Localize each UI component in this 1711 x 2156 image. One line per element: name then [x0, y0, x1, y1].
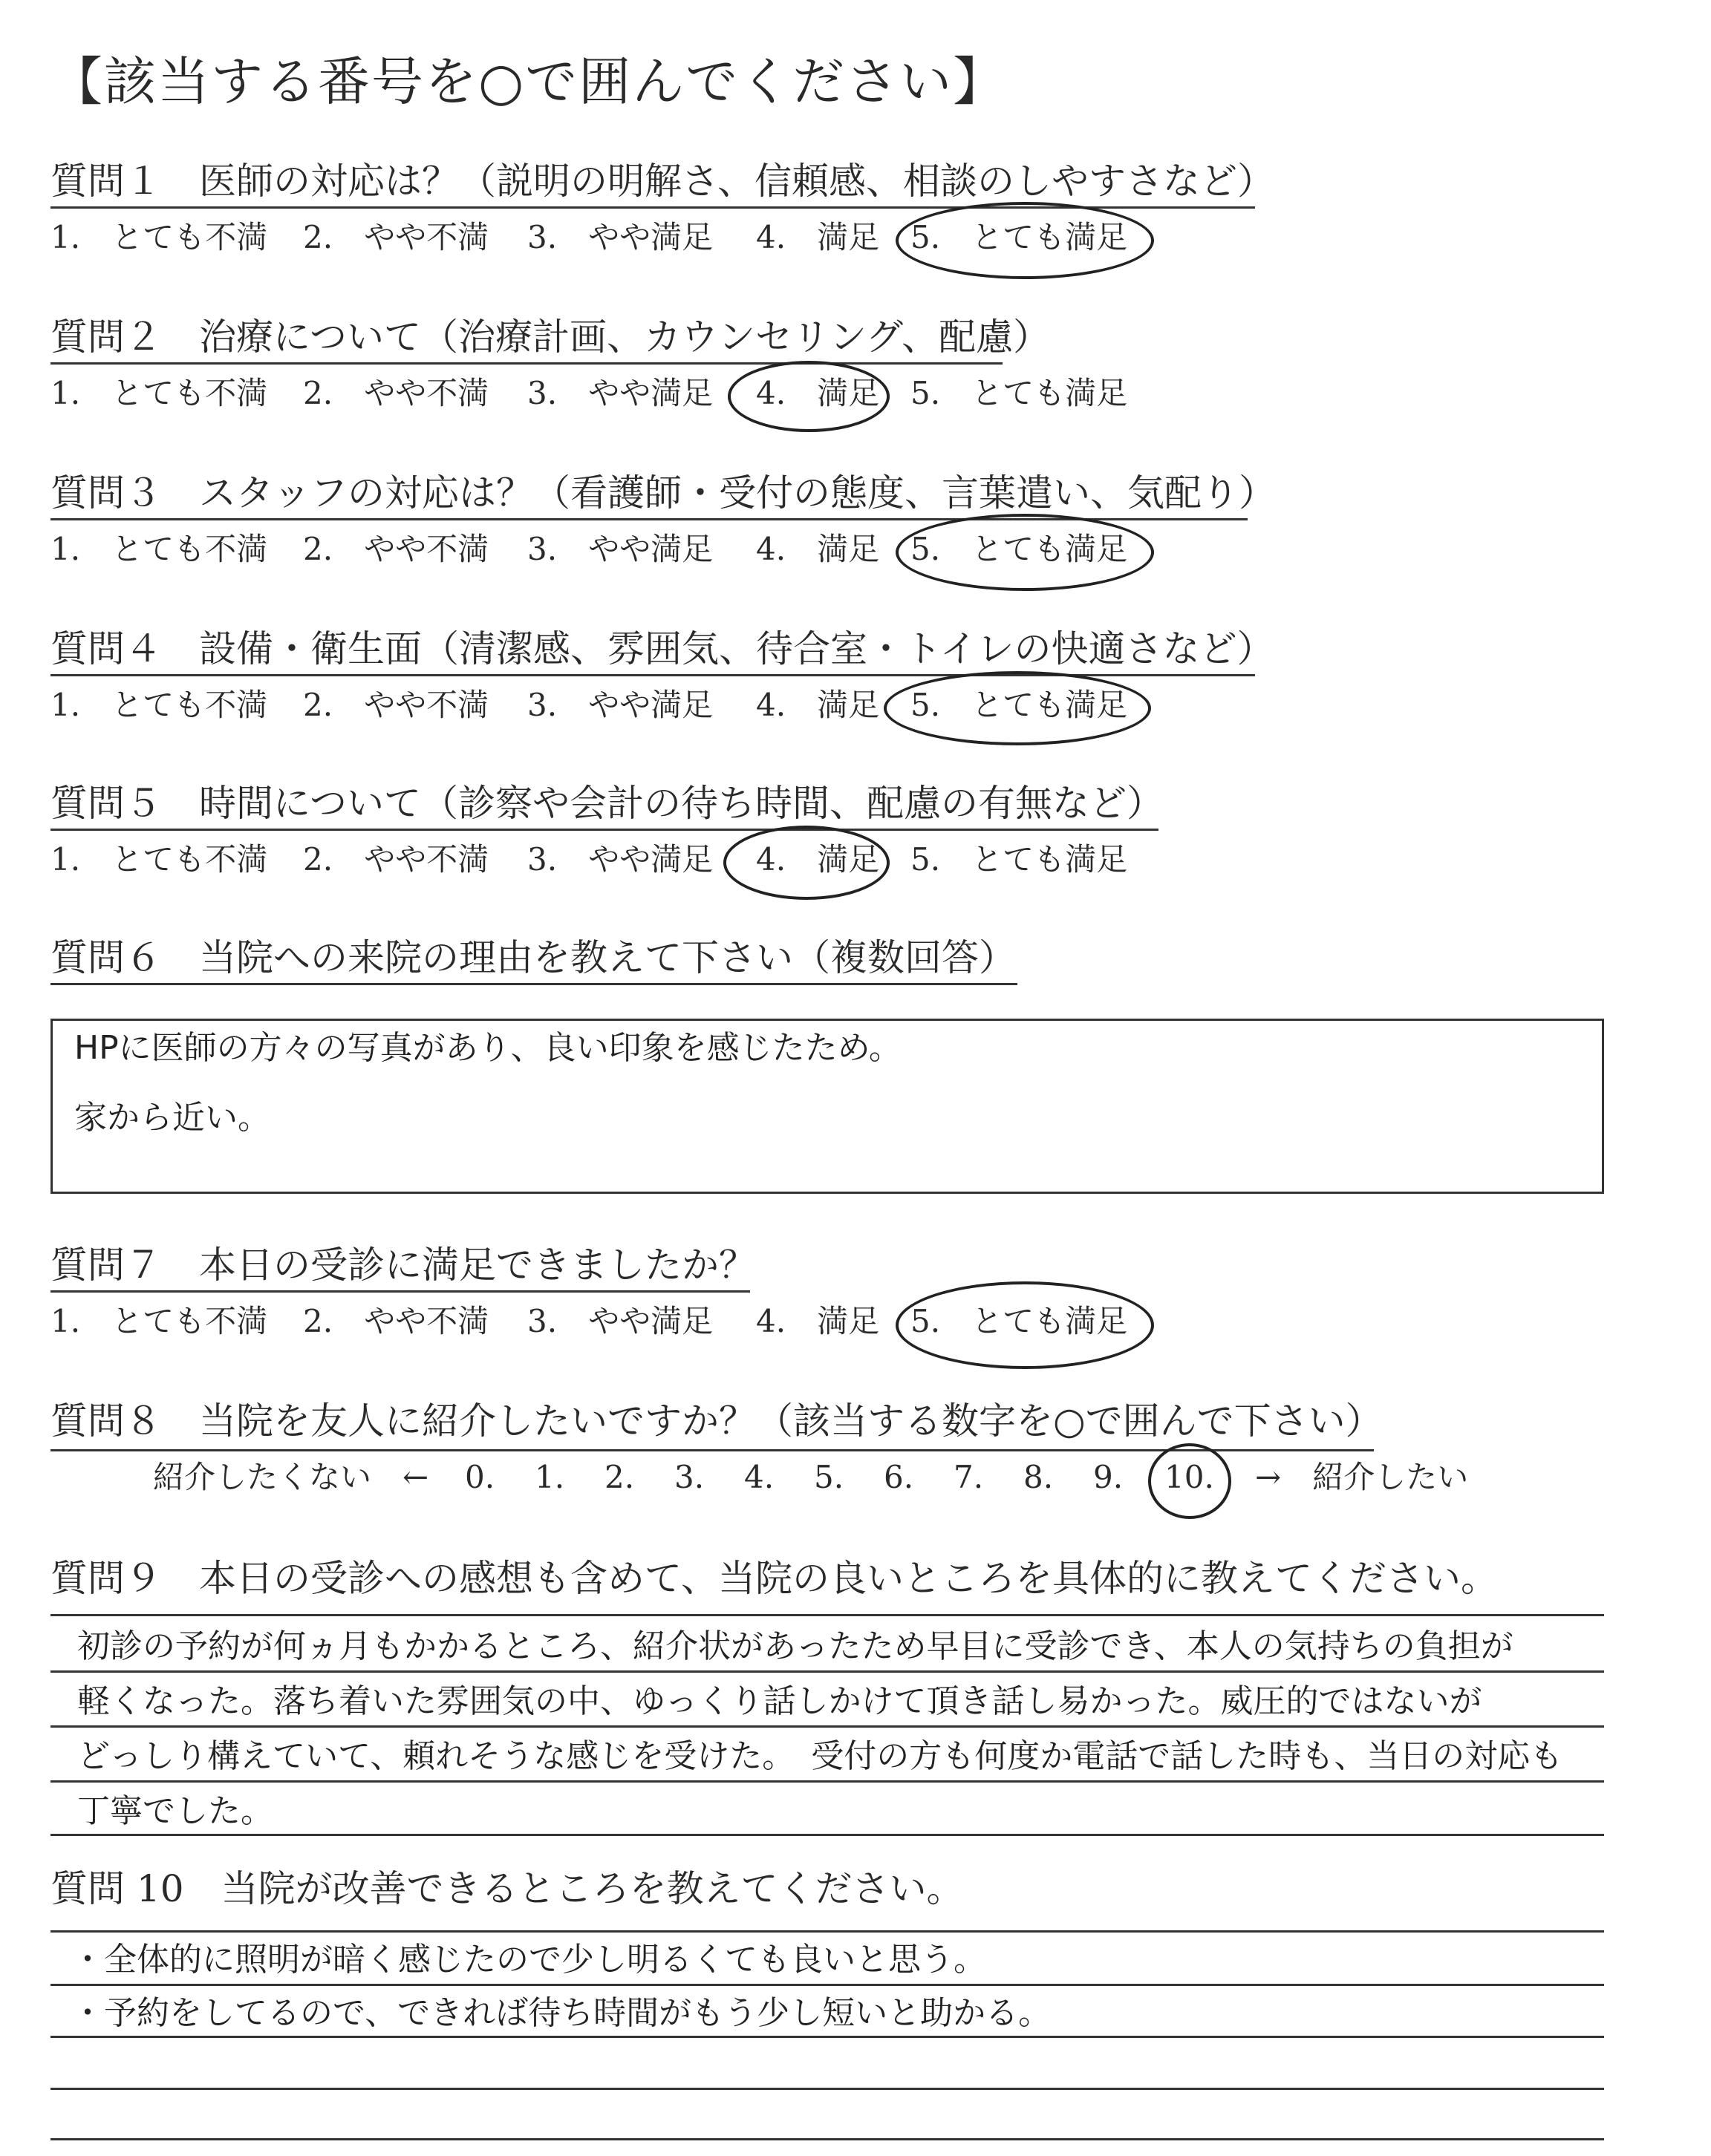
question-10-label: 質問 10 当院が改善できるところを教えてください。 [50, 1867, 964, 1910]
question-5-underline [50, 829, 1158, 831]
q8-scale-0[interactable]: 0. [465, 1459, 495, 1495]
q7-option-2[interactable]: 2. やや不満 [303, 1303, 489, 1339]
q1-option-1[interactable]: 1. とても不満 [50, 219, 268, 255]
q5-selection-circle [723, 826, 890, 900]
q10-answer-line-1: ・全体的に照明が暗く感じたので少し明るくても良いと思う。 [71, 1941, 986, 1979]
q3-selection-circle [896, 514, 1154, 591]
q5-option-4[interactable]: 4. 満足 [756, 841, 880, 878]
q8-scale-6[interactable]: 6. [884, 1459, 914, 1495]
q8-scale-10[interactable]: 10. [1164, 1459, 1214, 1495]
q8-scale-9[interactable]: 9. [1093, 1459, 1124, 1495]
q1-option-4[interactable]: 4. 満足 [756, 219, 880, 255]
q10-rule-3 [50, 2036, 1604, 2038]
q10-rule-1 [50, 1930, 1604, 1933]
question-7-underline [50, 1290, 750, 1293]
question-8-label: 質問８ 当院を友人に紹介したいですか？（該当する数字を○で囲んで下さい） [50, 1399, 1383, 1443]
q4-selection-circle [884, 671, 1151, 745]
page-heading: 【該当する番号を○で囲んでください】 [50, 51, 1007, 112]
q4-option-4[interactable]: 4. 満足 [756, 687, 880, 723]
q10-rule-5 [50, 2138, 1604, 2140]
q10-answer-line-2: ・予約をしてるので、できれば待ち時間がもう少し短いと助かる。 [71, 1994, 1052, 2032]
q1-selection-circle [896, 202, 1154, 279]
question-2-underline [50, 362, 1003, 365]
q6-answer-line-1: HPに医師の方々の写真があり、良い印象を感じたため。 [74, 1029, 902, 1067]
q8-scale-7[interactable]: 7. [954, 1459, 984, 1495]
q1-option-5[interactable]: 5. とても満足 [910, 219, 1128, 255]
q2-selection-circle [728, 361, 890, 432]
question-7-label: 質問７ 本日の受診に満足できましたか？ [50, 1244, 756, 1287]
q8-left-label: 紹介したくない ← [153, 1459, 429, 1495]
question-3-label: 質問３ スタッフの対応は？（看護師・受付の態度、言葉遣い、気配り） [50, 471, 1276, 514]
q8-scale-2[interactable]: 2. [604, 1459, 635, 1495]
q9-answer-line-3: どっしり構えていて、頼れそうな感じを受けた。 受付の方も何度か電話で話した時も、当日の対応も [77, 1737, 1563, 1775]
q2-option-2[interactable]: 2. やや不満 [303, 375, 489, 411]
question-4-label: 質問４ 設備・衛生面（清潔感、雰囲気、待合室・トイレの快適さなど） [50, 627, 1274, 670]
q3-option-2[interactable]: 2. やや不満 [303, 531, 489, 567]
question-2-label: 質問２ 治療について（治療計画、カウンセリング、配慮） [50, 316, 1050, 359]
q7-option-3[interactable]: 3. やや満足 [527, 1303, 714, 1339]
q6-answer-line-2: 家から近い。 [74, 1099, 270, 1137]
q3-option-5[interactable]: 5. とても満足 [910, 531, 1128, 567]
q3-option-1[interactable]: 1. とても不満 [50, 531, 268, 567]
q5-option-2[interactable]: 2. やや不満 [303, 841, 489, 878]
question-9-label: 質問９ 本日の受診への感想も含めて、当院の良いところを具体的に教えてください。 [50, 1557, 1498, 1600]
q9-rule-1 [50, 1614, 1604, 1616]
q8-right-label: → 紹介したい [1255, 1459, 1469, 1495]
q7-option-1[interactable]: 1. とても不満 [50, 1303, 268, 1339]
q4-option-5[interactable]: 5. とても満足 [910, 687, 1128, 723]
q9-rule-5 [50, 1834, 1604, 1836]
q9-answer-line-2: 軽くなった。落ち着いた雰囲気の中、ゆっくり話しかけて頂き話し易かった。威圧的ではないが [77, 1682, 1482, 1720]
q8-scale-4[interactable]: 4. [744, 1459, 775, 1495]
q1-option-3[interactable]: 3. やや満足 [527, 219, 714, 255]
q8-scale-3[interactable]: 3. [674, 1459, 705, 1495]
q8-scale-8[interactable]: 8. [1023, 1459, 1054, 1495]
q8-selection-circle [1148, 1443, 1231, 1519]
q5-option-3[interactable]: 3. やや満足 [527, 841, 714, 878]
q5-option-1[interactable]: 1. とても不満 [50, 841, 268, 878]
q9-rule-3 [50, 1725, 1604, 1728]
q1-option-2[interactable]: 2. やや不満 [303, 219, 489, 255]
q4-option-3[interactable]: 3. やや満足 [527, 687, 714, 723]
q7-selection-circle [896, 1281, 1154, 1369]
question-1-label: 質問１ 医師の対応は？（説明の明解さ、信頼感、相談のしやすさなど） [50, 160, 1274, 203]
q2-option-4[interactable]: 4. 満足 [756, 375, 880, 411]
q9-rule-4 [50, 1780, 1604, 1783]
question-5-label: 質問５ 時間について（診察や会計の待ち時間、配慮の有無など） [50, 782, 1164, 825]
question-6-label: 質問６ 当院への来院の理由を教えて下さい（複数回答） [50, 936, 1016, 979]
q3-option-4[interactable]: 4. 満足 [756, 531, 880, 567]
q7-option-4[interactable]: 4. 満足 [756, 1303, 880, 1339]
q5-option-5[interactable]: 5. とても満足 [910, 841, 1128, 878]
q4-option-2[interactable]: 2. やや不満 [303, 687, 489, 723]
q9-answer-line-4: 丁寧でした。 [77, 1792, 273, 1830]
q7-option-5[interactable]: 5. とても満足 [910, 1303, 1128, 1339]
q8-scale-5[interactable]: 5. [814, 1459, 844, 1495]
q8-scale-1[interactable]: 1. [535, 1459, 565, 1495]
q2-option-1[interactable]: 1. とても不満 [50, 375, 268, 411]
q2-option-5[interactable]: 5. とても満足 [910, 375, 1128, 411]
q10-rule-4 [50, 2088, 1604, 2090]
q3-option-3[interactable]: 3. やや満足 [527, 531, 714, 567]
question-6-underline [50, 983, 1017, 985]
q9-rule-2 [50, 1670, 1604, 1673]
q10-rule-2 [50, 1984, 1604, 1986]
q2-option-3[interactable]: 3. やや満足 [527, 375, 714, 411]
q4-option-1[interactable]: 1. とても不満 [50, 687, 268, 723]
q9-answer-line-1: 初診の予約が何ヵ月もかかるところ、紹介状があったため早目に受診でき、本人の気持ちの負担が [77, 1627, 1513, 1665]
